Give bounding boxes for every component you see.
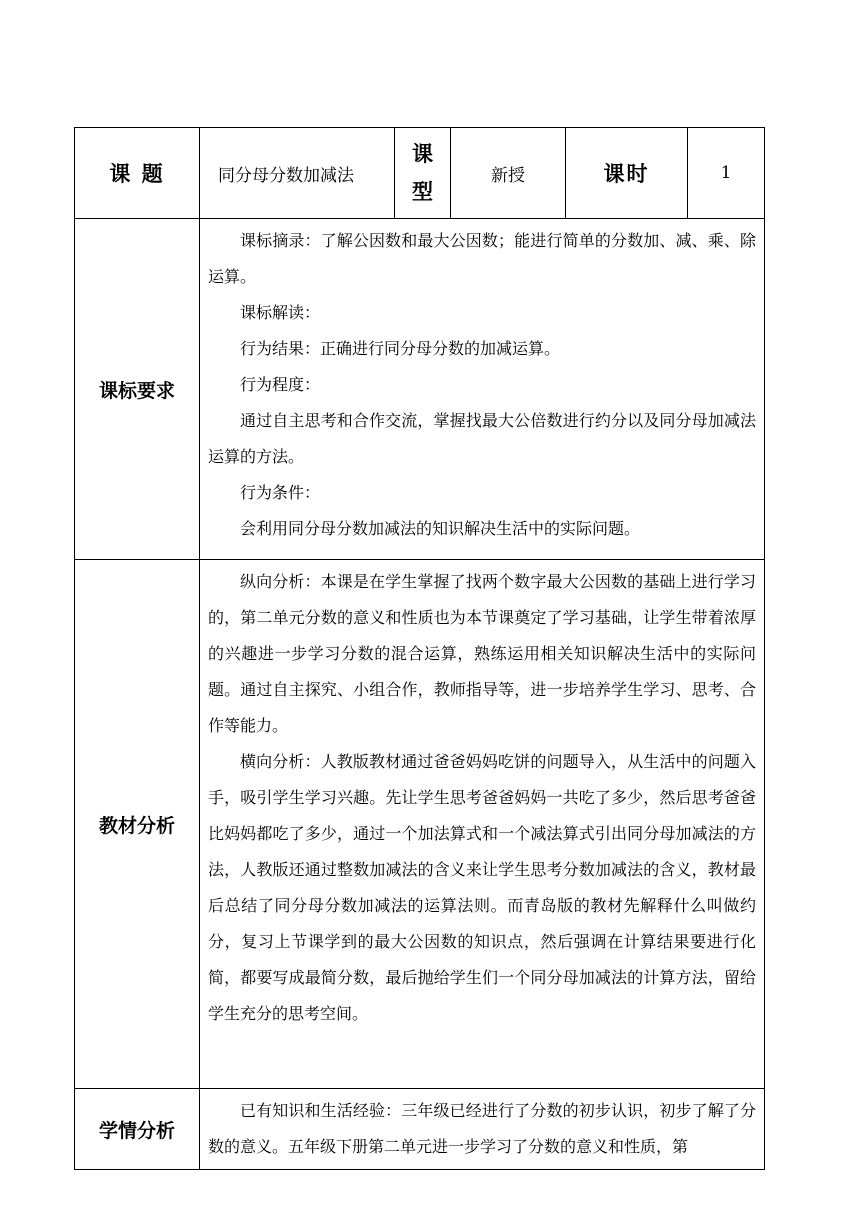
standards-paragraph: 行为条件：: [240, 483, 321, 502]
lesson-type-value: 新授: [451, 128, 566, 219]
lesson-type-label-line1: 课: [412, 142, 433, 166]
material-row: [75, 560, 765, 1089]
period-value: 1: [688, 128, 765, 219]
standards-paragraph: 课标摘录：了解公因数和最大公因数；能进行简单的分数加、减、乘、除运算。: [208, 231, 756, 286]
header-row: [75, 128, 765, 219]
lesson-type-label: [395, 128, 451, 219]
students-paragraph: 已有知识和生活经验：三年级已经进行了分数的初步认识，初步了解了分数的意义。五年级下册第二单元进一步学习了分数的意义和性质，第: [208, 1101, 756, 1156]
standards-row: [75, 219, 765, 560]
students-content: [200, 1089, 765, 1170]
standards-paragraph: 会利用同分母分数加减法的知识解决生活中的实际问题。: [240, 519, 641, 538]
topic-label: 课 题: [75, 128, 200, 219]
lesson-plan-table: [74, 127, 765, 1170]
material-paragraph: 横向分析：人教版教材通过爸爸妈妈吃饼的问题导入，从生活中的问题入手，吸引学生学习兴趣。先让学生思考爸爸妈妈一共吃了多少，然后思考爸爸比妈妈都吃了多少，通过一个加法算式和一个减法算式引出同分母加减法的方法，人教版还通过整数加减法的含义来让学生思考分数加减法的含义，教材最后总结了同分母分数加减法的运算法则。而青岛版的教材先解释什么叫做约分，复习上节课学到的最大公因数的知识点，然后强调在计算结果要进行化简，都要写成最简分数，最后抛给学生们一个同分母加减法的计算方法，留给学生充分的思考空间。: [208, 752, 756, 1023]
standards-paragraph: 通过自主思考和合作交流，掌握找最大公倍数进行约分以及同分母加减法运算的方法。: [208, 411, 756, 466]
standards-paragraph: 行为程度：: [240, 375, 321, 394]
material-content: [200, 560, 765, 1089]
lesson-type-label-line2: 型: [412, 180, 433, 204]
standards-label: 课标要求: [75, 219, 200, 560]
period-label: 课时: [566, 128, 688, 219]
students-row: [75, 1089, 765, 1170]
standards-paragraph: 课标解读：: [240, 303, 321, 322]
topic-value: 同分母分数加减法: [200, 128, 395, 219]
standards-content: [200, 219, 765, 560]
material-paragraph: 纵向分析：本课是在学生掌握了找两个数字最大公因数的基础上进行学习的，第二单元分数的意义和性质也为本节课奠定了学习基础，让学生带着浓厚的兴趣进一步学习分数的混合运算，熟练运用相关知识解决生活中的实际问题。通过自主探究、小组合作，教师指导等，进一步培养学生学习、思考、合作等能力。: [208, 572, 756, 735]
students-label: 学情分析: [75, 1089, 200, 1170]
standards-paragraph: 行为结果：正确进行同分母分数的加减运算。: [240, 339, 561, 358]
material-label: 教材分析: [75, 560, 200, 1089]
